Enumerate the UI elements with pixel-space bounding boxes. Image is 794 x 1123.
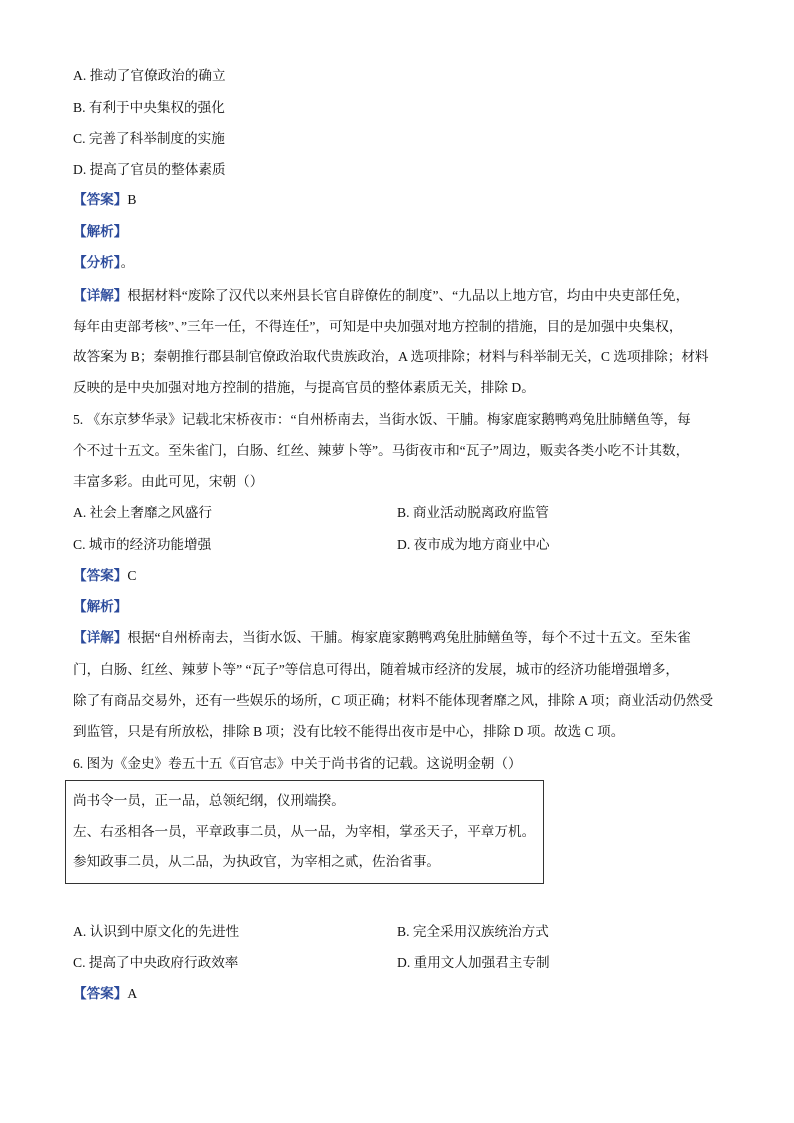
q4-answer xyxy=(73,190,136,210)
fenxi-label: 【分析】 xyxy=(73,255,121,270)
q4-detail-line xyxy=(73,286,689,306)
q5-option-b: B. 商业活动脱离政府监管 xyxy=(397,505,549,520)
q5-stem-line: 丰富多彩。由此可见，宋朝（） xyxy=(73,474,264,489)
q4-option-a: A. 推动了官僚政治的确立 xyxy=(73,68,226,83)
q5-detail-line: 门，白肠、红丝、辣萝卜等” “瓦子”等信息可得出，随着城市经济的发展，城市的经济功能增强增多， xyxy=(73,662,680,677)
detail-label: 【详解】 xyxy=(73,288,128,303)
q4-detail-line: 每年由吏部考核”、”三年一任，不得连任”，可知是中央加强对地方控制的措施，目的是加强中央集权， xyxy=(73,319,683,334)
analysis-label: 【解析】 xyxy=(73,224,128,239)
q6-material-line: 左、右丞相各一员，平章政事二员，从一品，为宰相，掌丞天子，平章万机。 xyxy=(73,824,536,839)
q6-option-d: D. 重用文人加强君主专制 xyxy=(397,955,550,970)
q4-option-d: D. 提高了官员的整体素质 xyxy=(73,162,226,177)
detail-text: 根据“自州桥南去，当街水饭、干脯。梅家鹿家鹅鸭鸡兔肚肺鳝鱼等，每个不过十五文。至朱雀 xyxy=(127,630,691,645)
answer-value: C xyxy=(127,568,137,583)
q6-option-c: C. 提高了中央政府行政效率 xyxy=(73,955,239,970)
q4-fenxi xyxy=(73,253,134,273)
q5-stem-line: 5. 《东京梦华录》记载北宋桥夜市：“自州桥南去，当街水饭、干脯。梅家鹿家鹅鸭鸡兔肚肺鳝鱼等，每 xyxy=(73,412,691,427)
q6-material-line: 参知政事二员，从二品，为执政官，为宰相之贰，佐治省事。 xyxy=(73,854,441,869)
q5-detail-line: 到监管，只是有所放松，排除 B 项；没有比较不能得出夜市是中心，排除 D 项。故选 C 项。 xyxy=(73,724,625,739)
q6-option-a: A. 认识到中原文化的先进性 xyxy=(73,924,240,939)
answer-label: 【答案】 xyxy=(73,986,128,1001)
q4-detail-line: 故答案为 B；秦朝推行郡县制官僚政治取代贵族政治，A 选项排除；材料与科举制无关，C 选项排除；材料 xyxy=(73,349,709,364)
q5-option-d: D. 夜市成为地方商业中心 xyxy=(397,537,550,552)
answer-label: 【答案】 xyxy=(73,192,128,207)
q5-stem-line: 个不过十五文。至朱雀门，白肠、红丝、辣萝卜等”。马街夜市和“瓦子”周边，贩卖各类小吃不计其数， xyxy=(73,443,690,458)
detail-text: 根据材料“废除了汉代以来州县长官自辟僚佐的制度”、“九品以上地方官，均由中央吏部任免， xyxy=(127,288,690,303)
analysis-label: 【解析】 xyxy=(73,599,128,614)
q4-option-c: C. 完善了科举制度的实施 xyxy=(73,131,225,146)
q4-option-b: B. 有利于中央集权的强化 xyxy=(73,100,225,115)
q5-answer xyxy=(73,566,136,586)
q4-detail-line: 反映的是中央加强对地方控制的措施，与提高官员的整体素质无关，排除 D。 xyxy=(73,380,535,395)
q6-stem: 6. 图为《金史》卷五十五《百官志》中关于尚书省的记载。这说明金朝（） xyxy=(73,756,522,771)
q5-analysis-label xyxy=(73,597,127,617)
q5-detail-line: 除了有商品交易外，还有一些娱乐的场所，C 项正确；材料不能体现奢靡之风，排除 A 项；商业活动仍然受 xyxy=(73,693,714,708)
q5-option-a: A. 社会上奢靡之风盛行 xyxy=(73,505,212,520)
q6-option-b: B. 完全采用汉族统治方式 xyxy=(397,924,549,939)
q6-material-line: 尚书令一员，正一品，总领纪纲，仪刑端揆。 xyxy=(73,793,345,808)
answer-label: 【答案】 xyxy=(73,568,128,583)
answer-value: B xyxy=(127,192,137,207)
q4-analysis-label xyxy=(73,222,127,242)
fenxi-text: 。 xyxy=(120,255,135,270)
q5-option-c: C. 城市的经济功能增强 xyxy=(73,537,212,552)
q5-detail-line xyxy=(73,628,691,648)
q6-answer xyxy=(73,984,137,1004)
answer-value: A xyxy=(127,986,138,1001)
detail-label: 【详解】 xyxy=(73,630,128,645)
